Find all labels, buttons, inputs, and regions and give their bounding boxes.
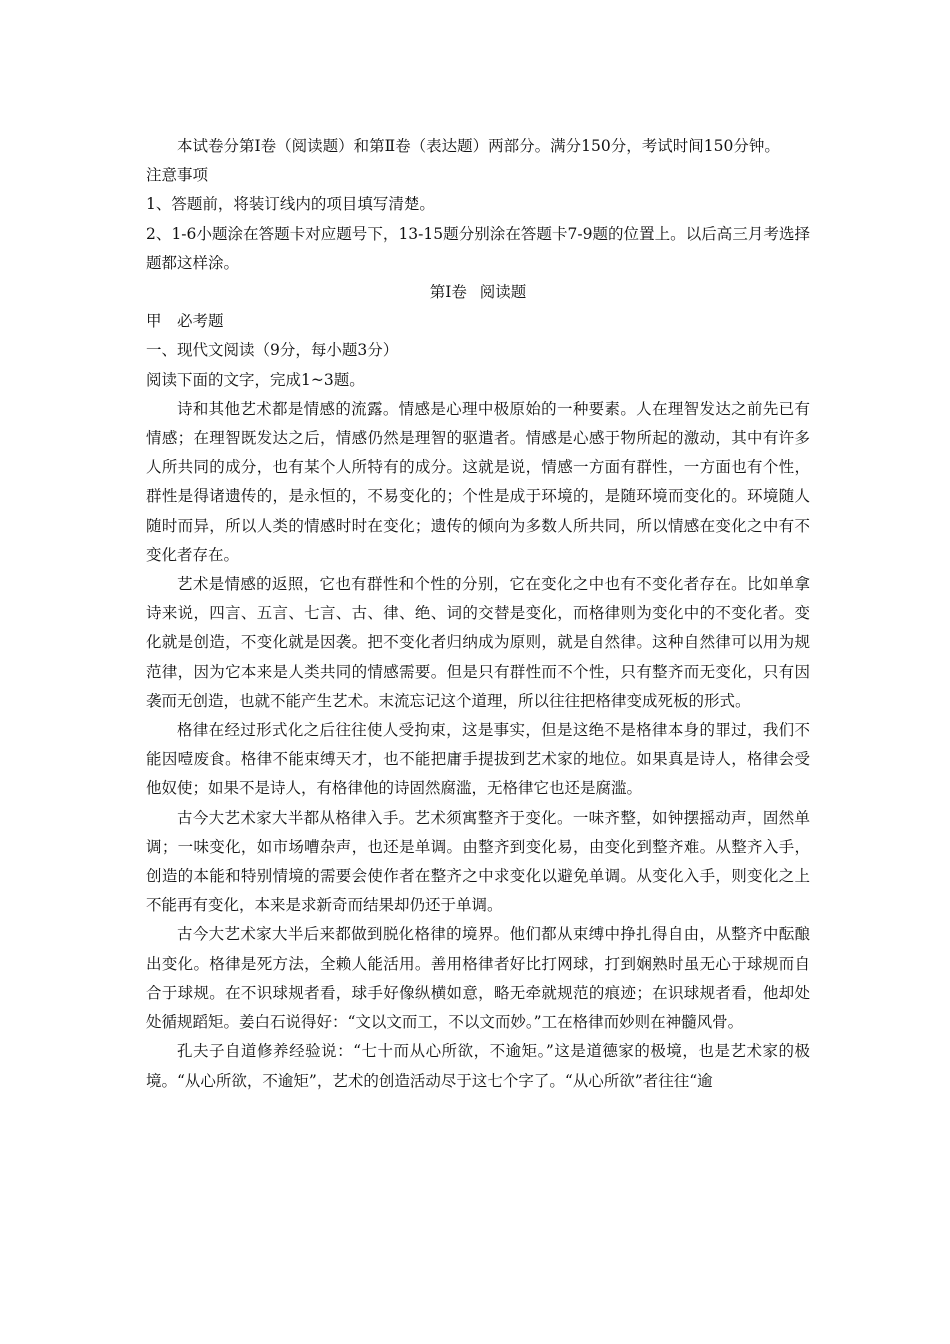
passage-paragraph: 古今大艺术家大半后来都做到脱化格律的境界。他们都从束缚中挣扎得自由，从整齐中酝酿出变化。格律是死方法，全赖人能活用。善用格律者好比打网球，打到娴熟时虽无心于球规而自合于球规。在不识球规者看，球手好像纵横如意，略无牵就规范的痕迹；在识球规者看，他却处处循规蹈矩。姜白石说得好：“文以文而工，不以文而妙。”工在格律而妙则在神髓风骨。	[146, 925, 810, 1032]
passage-paragraph: 格律在经过形式化之后往往使人受拘束，这是事实，但是这绝不是格律本身的罪过，我们不能因噎废食。格律不能束缚天才，也不能把庸手提拔到艺术家的地位。如果真是诗人，格律会受他奴使；如果不是诗人，有格律他的诗固然腐滥，无格律它也还是腐滥。	[146, 721, 810, 798]
exam-intro: 本试卷分第Ⅰ卷（阅读题）和第Ⅱ卷（表达题）两部分。满分150分，考试时间150分钟。	[177, 137, 780, 155]
notice-title: 注意事项	[146, 166, 209, 185]
passage-paragraph: 诗和其他艺术都是情感的流露。情感是心理中极原始的一种要素。人在理智发达之前先已有情感；在理智既发达之后，情感仍然是理智的驱遣者。情感是心感于物所起的激动，其中有许多人所共同的成分，也有某个人所特有的成分。这就是说，情感一方面有群性，一方面也有个性，群性是得诸遗传的，是永恒的，不易变化的；个性是成于环境的，是随环境而变化的。环境随人随时而异，所以人类的情感时时在变化；遗传的倾向为多数人所共同，所以情感在变化之中有不变化者存在。	[146, 399, 810, 564]
passage-paragraph: 古今大艺术家大半都从格律入手。艺术须寓整齐于变化。一味齐整，如钟摆摇动声，固然单调；一味变化，如市场嘈杂声，也还是单调。由整齐到变化易，由变化到整齐难。从整齐入手，创造的本能和特别情境的需要会使作者在整齐之中求变化以避免单调。从变化入手，则变化之上不能再有变化，本来是求新奇而结果却仍还于单调。	[146, 808, 810, 915]
question-group-heading: 一、现代文阅读（9分，每小题3分）	[146, 341, 399, 360]
notice-item-1: 1、答题前，将装订线内的项目填写清楚。	[146, 195, 435, 214]
notice-item-2: 2、1-6小题涂在答题卡对应题号下，13-15题分别涂在答题卡7-9题的位置上。以后高三月考选择题都这样涂。	[146, 224, 810, 272]
exam-page	[146, 132, 810, 1096]
part-heading: 甲 必考题	[146, 312, 224, 331]
reading-instruction: 阅读下面的文字，完成1~3题。	[146, 370, 365, 389]
volume-heading	[146, 278, 810, 307]
passage-paragraph: 孔夫子自道修养经验说：“七十而从心所欲，不逾矩。”这是道德家的极境，也是艺术家的极境。“从心所欲，不逾矩”，艺术的创造活动尽于这七个字了。“从心所欲”者往往“逾	[146, 1042, 810, 1090]
volume-name: 阅读题	[479, 283, 527, 302]
passage-paragraph: 艺术是情感的返照，它也有群性和个性的分别，它在变化之中也有不变化者存在。比如单拿诗来说，四言、五言、七言、古、律、绝、词的交替是变化，而格律则为变化中的不变化者。变化就是创造，不变化就是因袭。把不变化者归纳成为原则，就是自然律。这种自然律可以用为规范律，因为它本来是人类共同的情感需要。但是只有群性而不个性，只有整齐而无变化，只有因袭而无创造，也就不能产生艺术。末流忘记这个道理，所以往往把格律变成死板的形式。	[146, 575, 810, 710]
volume-label: 第Ⅰ卷	[429, 283, 467, 302]
